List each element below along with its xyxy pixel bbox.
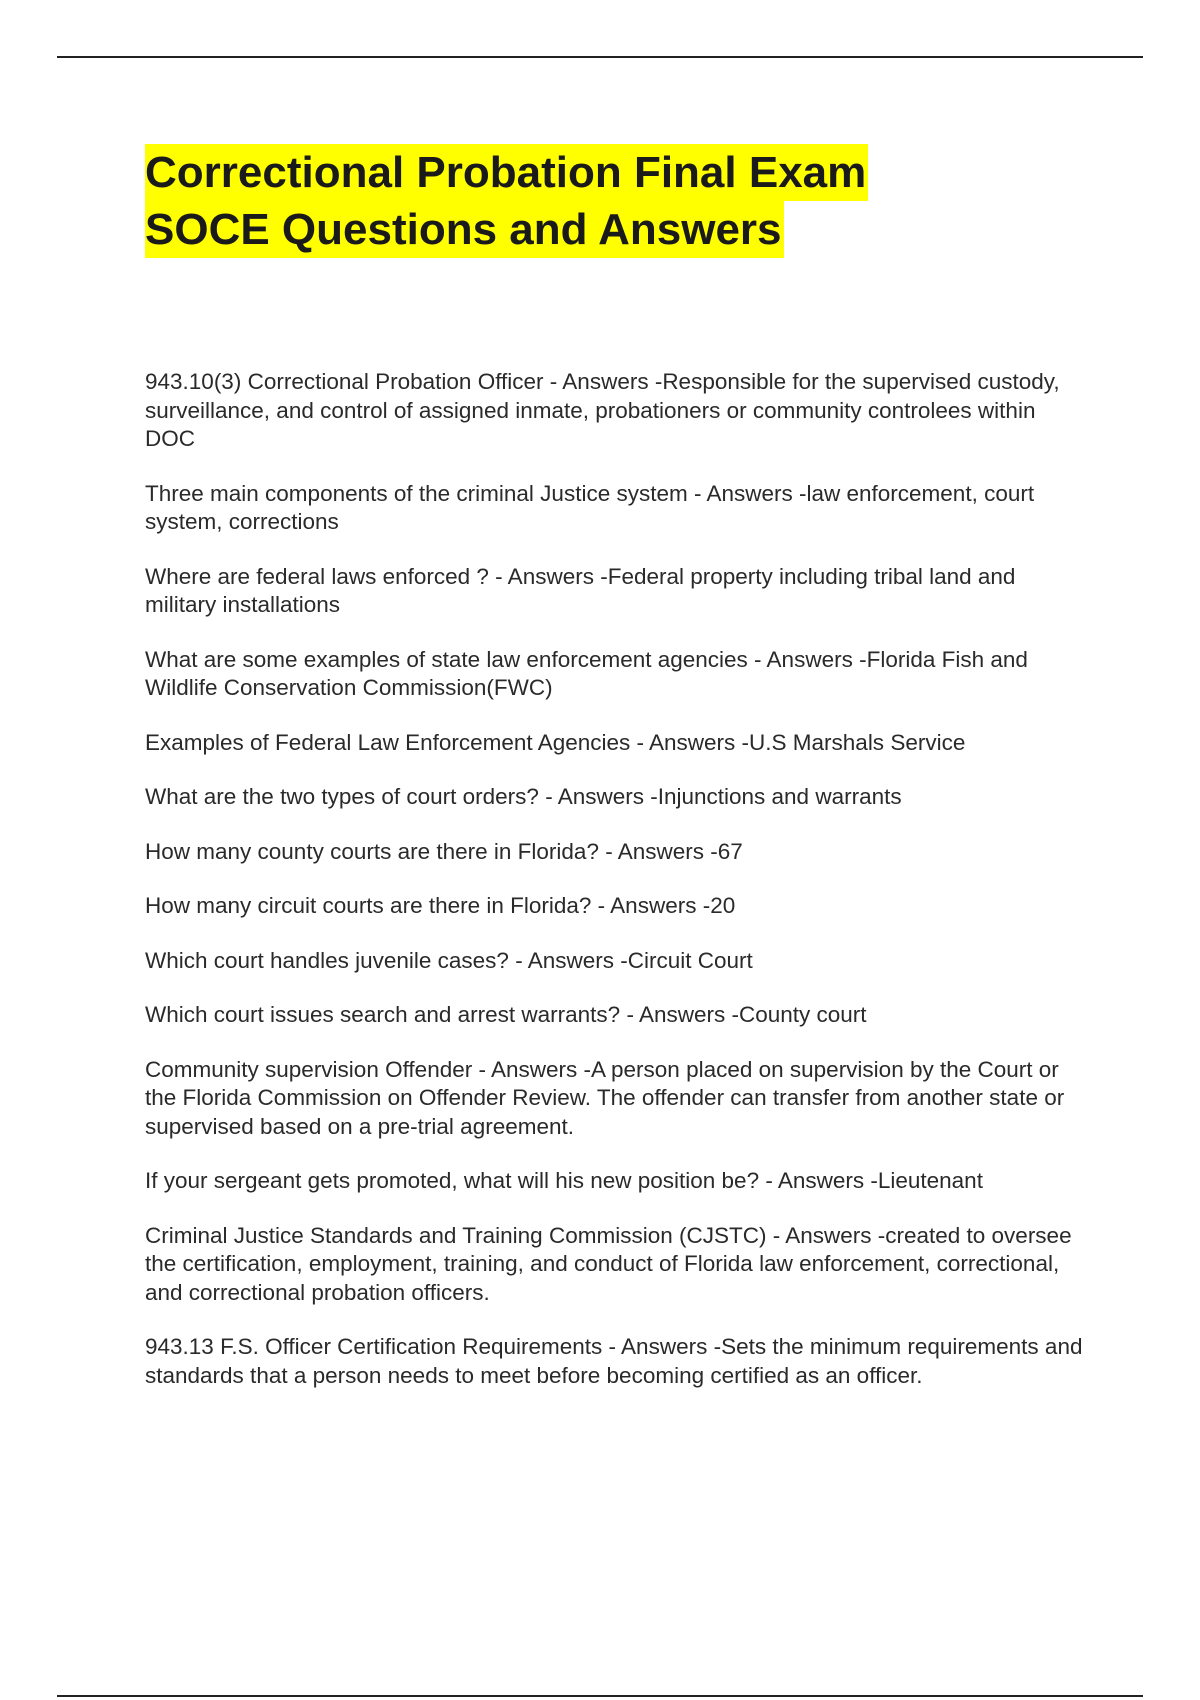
title-text-2: SOCE Questions and Answers — [145, 201, 784, 258]
qa-entry: What are the two types of court orders? - Answers -Injunctions and warrants — [145, 784, 902, 809]
bottom-divider — [57, 1695, 1143, 1697]
qa-entry: Where are federal laws enforced ? - Answers -Federal property including tribal land and military installations — [145, 563, 1016, 617]
qa-entry: Community supervision Offender - Answers -A person placed on supervision by the Court or the Florida Commission on Offender Review. The offender can transfer from another state or supervised based on a pre-trial agreement. — [145, 1056, 1065, 1139]
title-line-2 — [145, 201, 1105, 258]
qa-entry: 943.10(3) Correctional Probation Officer - Answers -Responsible for the supervised custody, surveillance, and control of assigned inmate, probationers or community controlees within DOC — [145, 369, 1060, 451]
qa-entry: If your sergeant gets promoted, what will his new position be? - Answers -Lieutenant — [145, 1168, 983, 1193]
qa-entry: Examples of Federal Law Enforcement Agencies - Answers -U.S Marshals Service — [145, 729, 966, 755]
title-line-1 — [145, 144, 1105, 201]
qa-entry: Criminal Justice Standards and Training Commission (CJSTC) - Answers -created to oversee the certification, employment, training, and conduct of Florida law enforcement, correctional, and correctional probation officers. — [145, 1222, 1072, 1305]
qa-entry: Three main components of the criminal Justice system - Answers -law enforcement, court system, corrections — [145, 480, 1035, 534]
qa-entry: 943.13 F.S. Officer Certification Requirements - Answers -Sets the minimum requirements and standards that a person needs to meet before becoming certified as an officer. — [145, 1334, 1083, 1388]
qa-entry: Which court handles juvenile cases? - Answers -Circuit Court — [145, 947, 753, 973]
qa-entry: How many circuit courts are there in Florida? - Answers -20 — [145, 893, 736, 918]
document-title — [145, 144, 1105, 258]
qa-entry: Which court issues search and arrest warrants? - Answers -County court — [145, 1002, 867, 1027]
qa-entry: What are some examples of state law enforcement agencies - Answers -Florida Fish and Wildlife Conservation Commission(FWC) — [145, 646, 1028, 700]
title-text-1: Correctional Probation Final Exam — [145, 144, 868, 201]
qa-list — [145, 368, 1085, 1416]
top-divider — [57, 56, 1143, 58]
qa-entry: How many county courts are there in Florida? - Answers -67 — [145, 838, 743, 864]
